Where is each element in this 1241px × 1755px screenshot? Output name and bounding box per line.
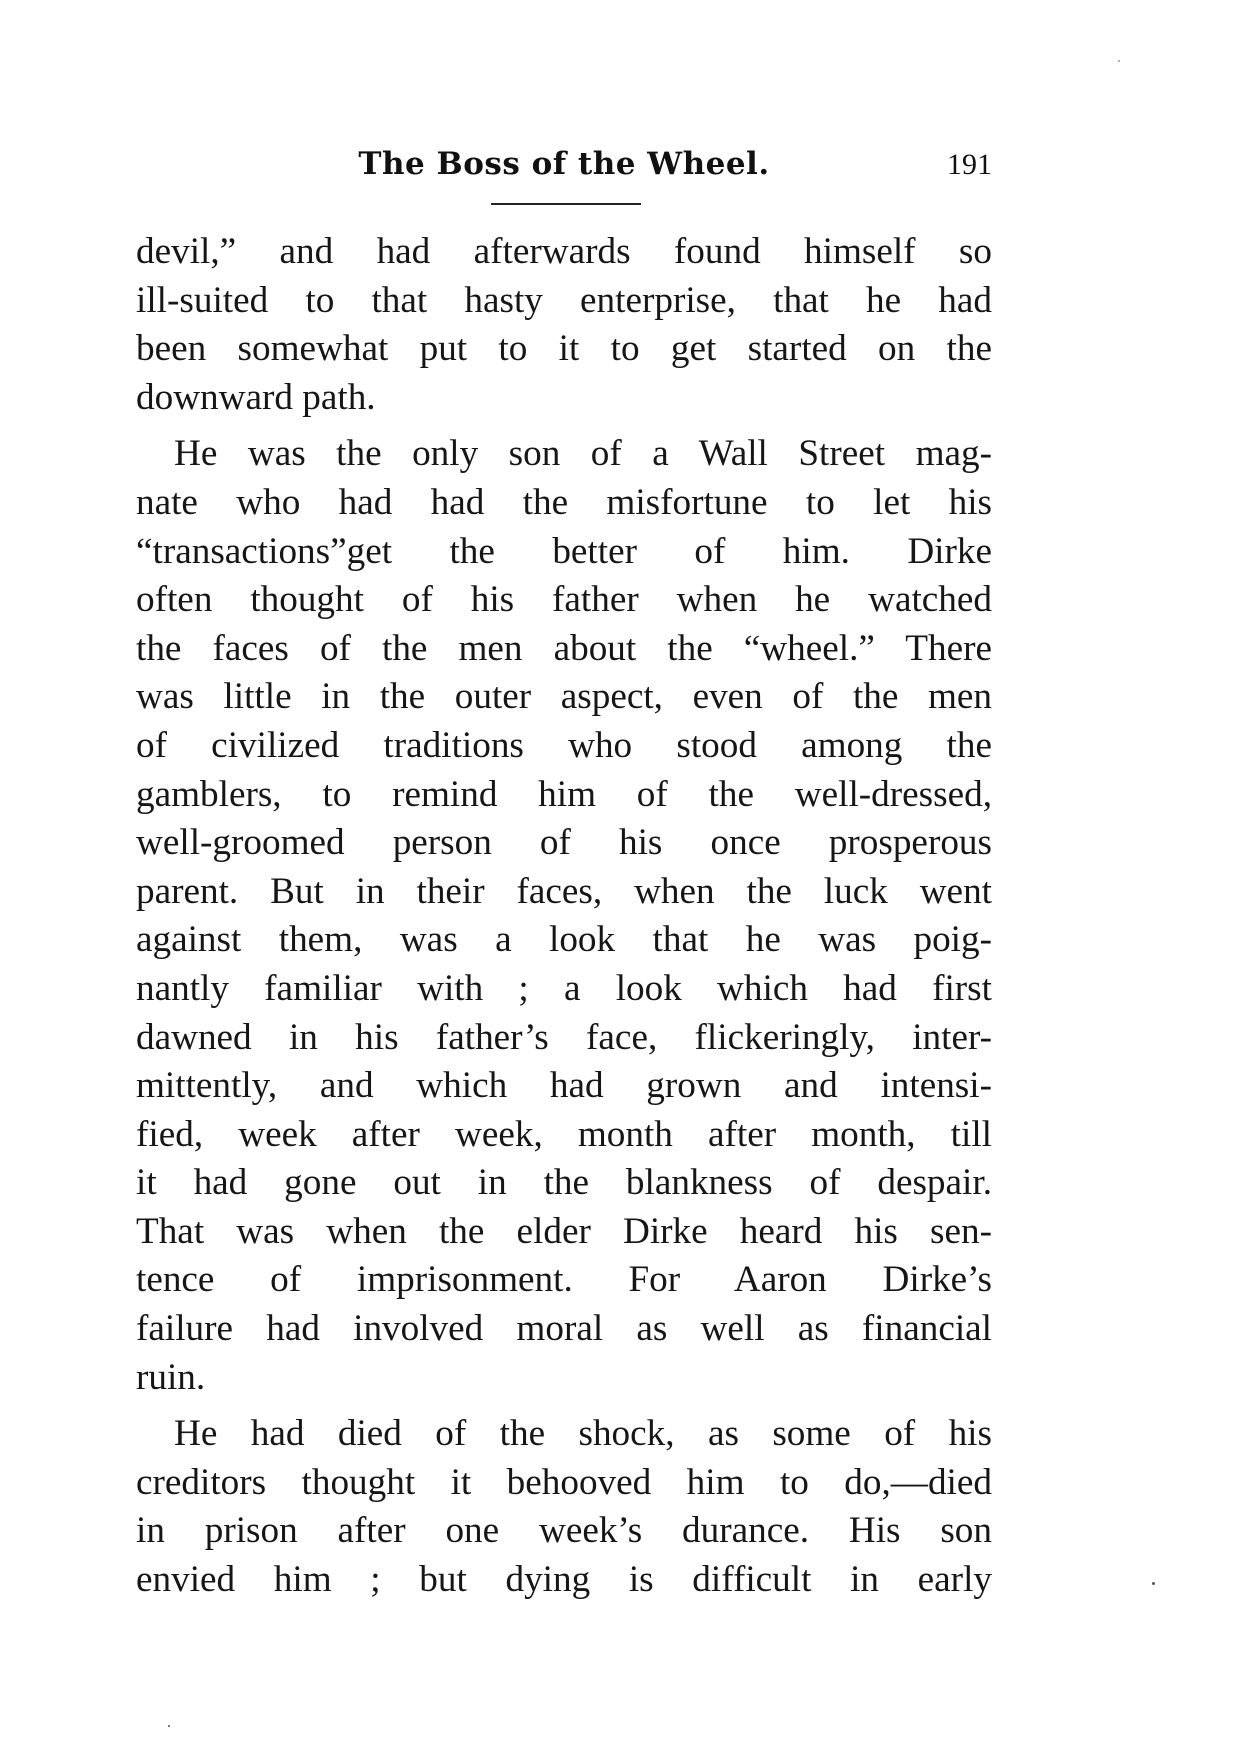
text-line: mittently, and which had grown and intensi- bbox=[136, 1065, 992, 1107]
text-line: in prison after one week’s durance. His son bbox=[136, 1510, 992, 1552]
scan-speck bbox=[1118, 60, 1120, 62]
page-number: 191 bbox=[947, 148, 992, 181]
text-line: failure had involved moral as well as financial bbox=[136, 1308, 992, 1350]
running-head bbox=[136, 146, 992, 196]
running-head-title: The Boss of the Wheel. bbox=[358, 146, 770, 182]
text-line: He was the only son of a Wall Street mag- bbox=[174, 433, 992, 475]
body-text bbox=[136, 228, 992, 1605]
text-line: ruin. bbox=[136, 1356, 206, 1398]
text-line: nantly familiar with ; a look which had first bbox=[136, 967, 992, 1009]
text-line: “transactions”get the better of him. Dirke bbox=[136, 530, 992, 572]
text-line: was little in the outer aspect, even of the men bbox=[136, 676, 992, 718]
header-rule bbox=[491, 203, 641, 205]
text-line: it had gone out in the blankness of despair. bbox=[136, 1162, 992, 1204]
text-line: fied, week after week, month after month, till bbox=[136, 1113, 992, 1155]
paragraph-gap bbox=[136, 1402, 992, 1410]
text-line: He had died of the shock, as some of his bbox=[174, 1413, 992, 1455]
text-line: the faces of the men about the “wheel.” There bbox=[136, 627, 992, 669]
text-line: against them, was a look that he was poig- bbox=[136, 919, 992, 961]
text-line: often thought of his father when he watched bbox=[136, 579, 992, 621]
text-line: envied him ; but dying is difficult in early bbox=[136, 1559, 992, 1601]
text-line: parent. But in their faces, when the luck went bbox=[136, 870, 992, 912]
scan-speck bbox=[168, 1725, 170, 1727]
text-line: devil,” and had afterwards found himself so bbox=[136, 231, 992, 272]
text-line: gamblers, to remind him of the well-dressed, bbox=[136, 773, 992, 815]
scan-speck bbox=[1152, 1582, 1155, 1585]
text-line: of civilized traditions who stood among the bbox=[136, 724, 992, 766]
text-line: nate who had had the misfortune to let his bbox=[136, 481, 992, 523]
text-line: been somewhat put to it to get started on the bbox=[136, 328, 992, 370]
paragraph-gap bbox=[136, 422, 992, 430]
text-line: dawned in his father’s face, flickeringly, inter- bbox=[136, 1016, 992, 1058]
text-line: ill-suited to that hasty enterprise, that he had bbox=[136, 279, 992, 321]
text-line: creditors thought it behooved him to do,—died bbox=[136, 1461, 992, 1503]
text-line: downward path. bbox=[136, 376, 376, 418]
text-line: tence of imprisonment. For Aaron Dirke’s bbox=[136, 1259, 992, 1301]
text-line: well-groomed person of his once prosperous bbox=[136, 822, 992, 864]
text-line: That was when the elder Dirke heard his sen- bbox=[136, 1210, 992, 1252]
